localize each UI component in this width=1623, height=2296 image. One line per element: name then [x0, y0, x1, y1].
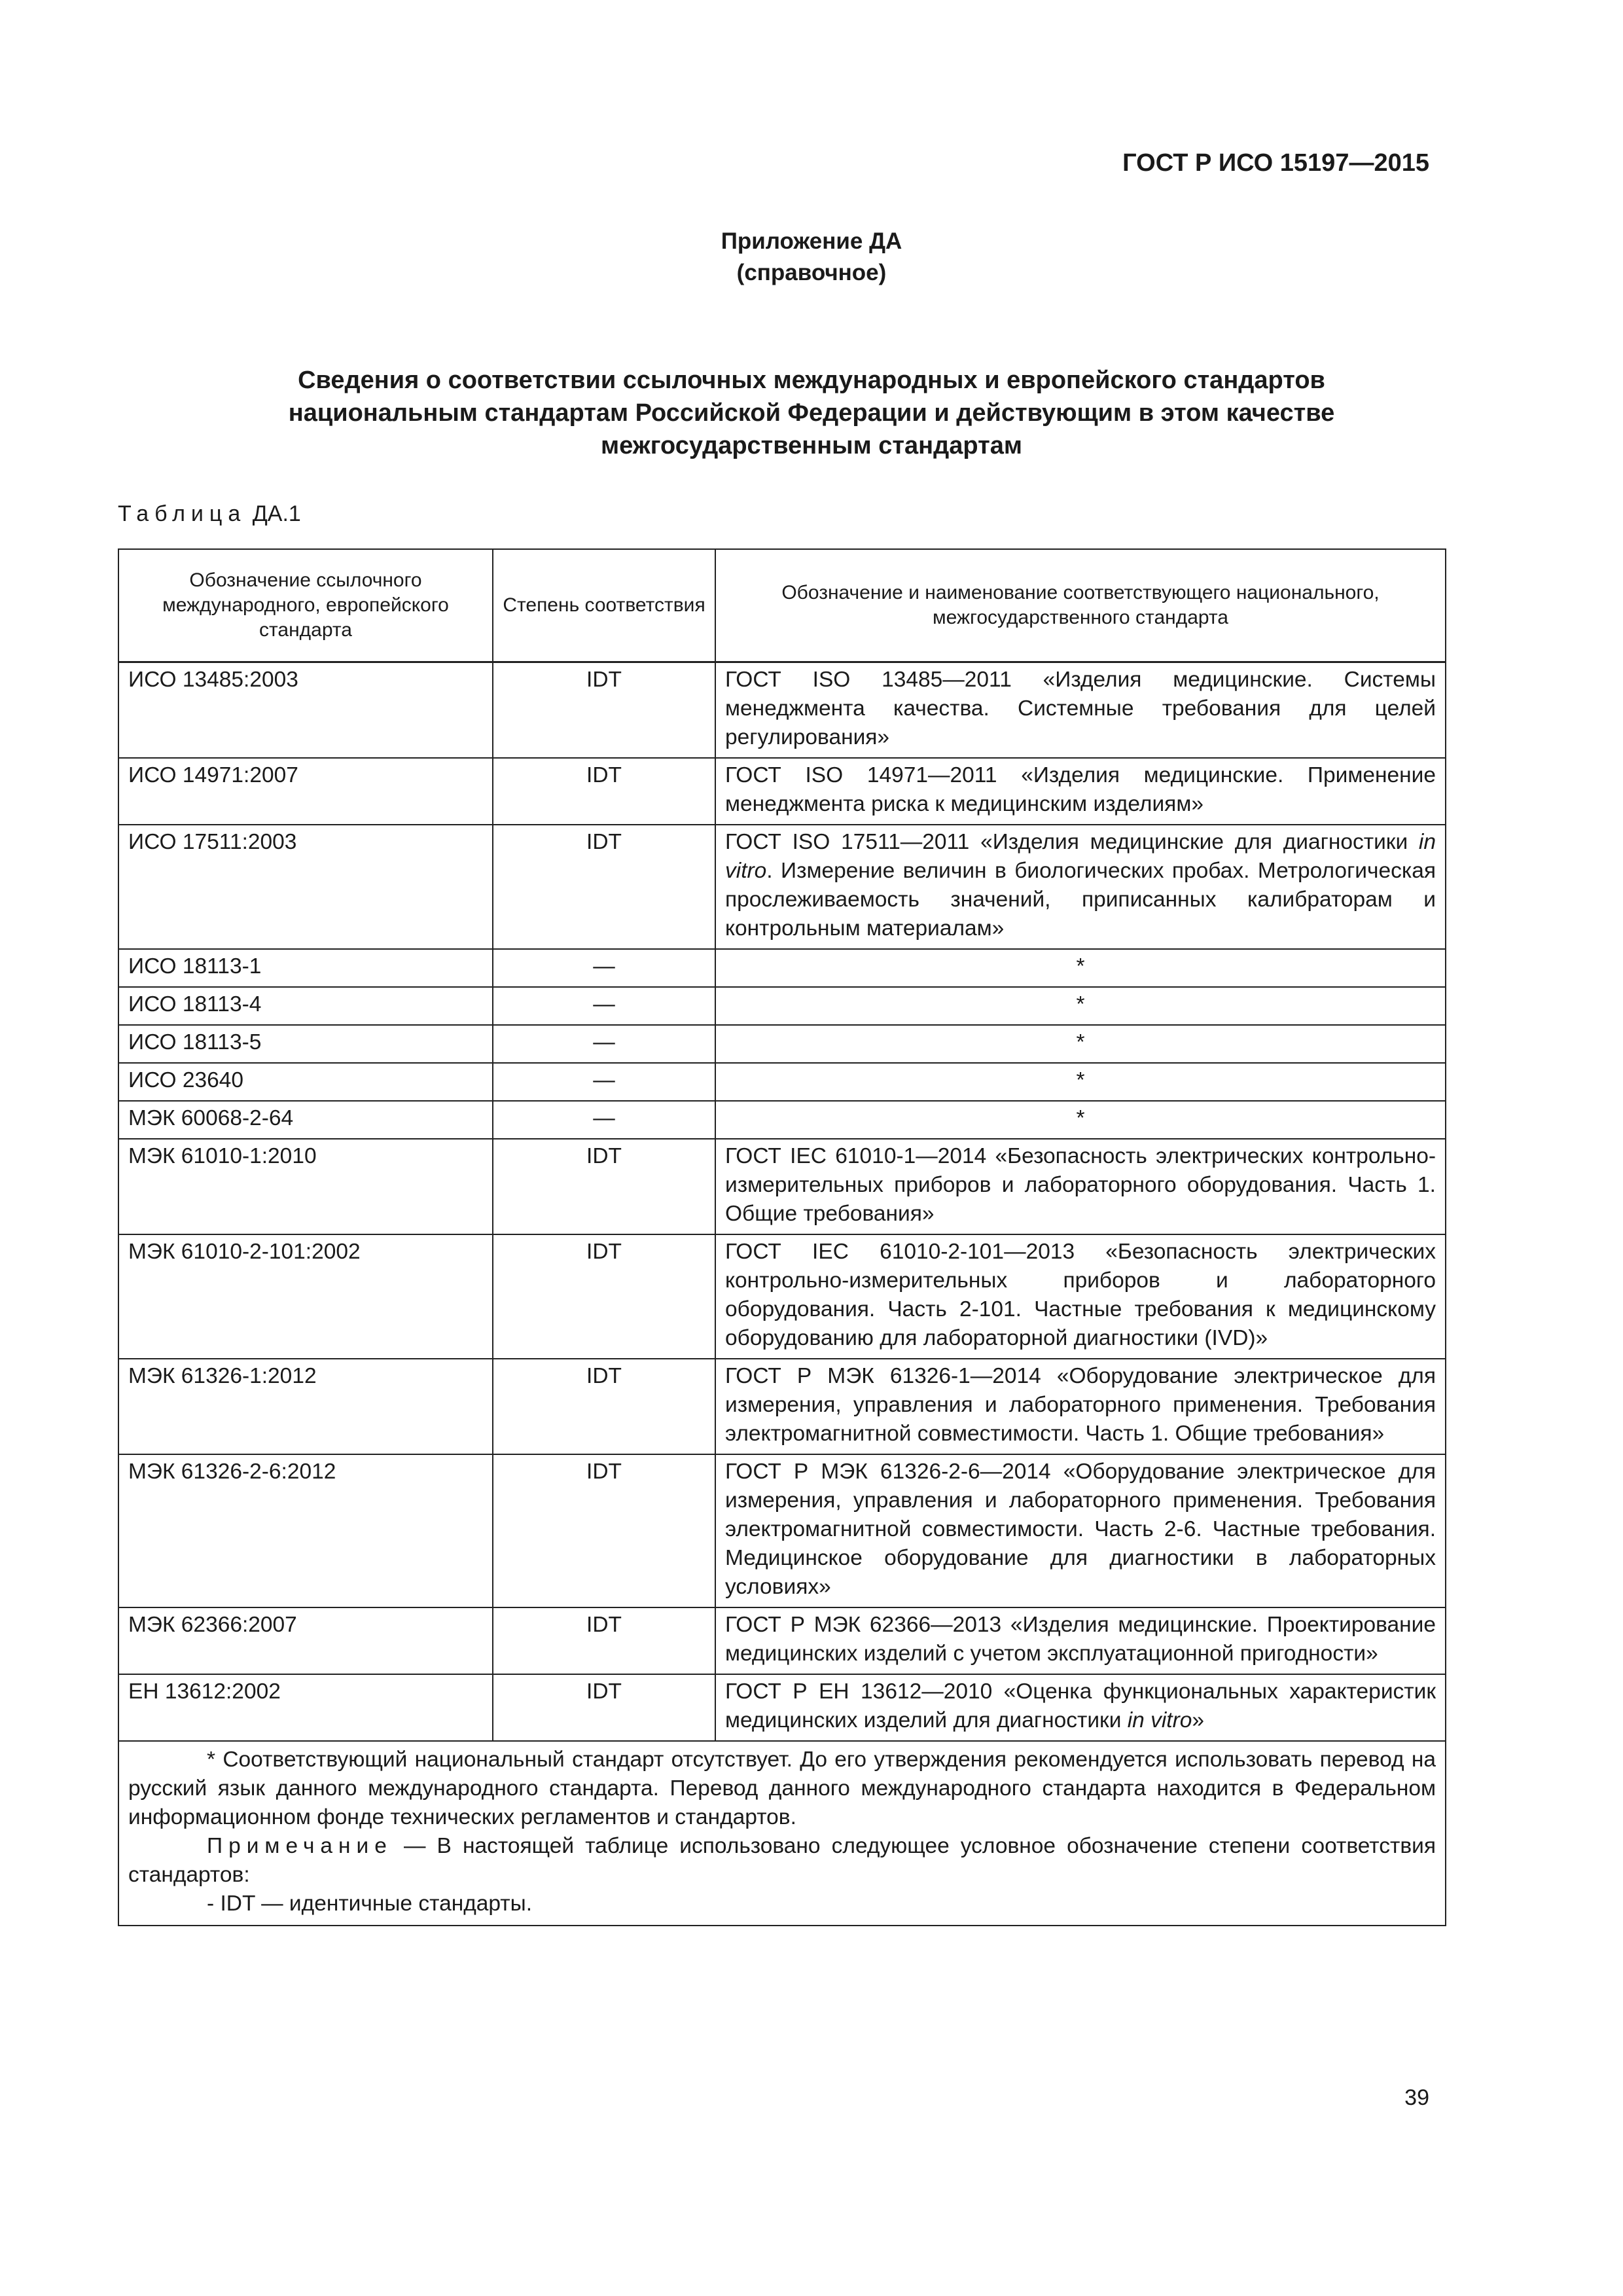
cell-ref: ИСО 13485:2003 — [118, 662, 493, 759]
cell-ref: ЕН 13612:2002 — [118, 1674, 493, 1741]
table-row — [118, 1359, 1446, 1454]
cell-degree: IDT — [493, 825, 715, 949]
table-row — [118, 1139, 1446, 1234]
cell-degree: IDT — [493, 758, 715, 825]
national-text-italic: in vitro — [1127, 1708, 1192, 1732]
header-degree: Степень соответствия — [493, 549, 715, 662]
table-header-row — [118, 549, 1446, 662]
cell-national: ГОСТ IEC 61010-1—2014 «Безопасность электрических контрольно-измерительных приборов и лабораторного оборудования. Часть 1. Общие требования» — [715, 1139, 1446, 1234]
table-row — [118, 949, 1446, 987]
table-row — [118, 758, 1446, 825]
cell-degree: IDT — [493, 1359, 715, 1454]
cell-degree: — — [493, 1025, 715, 1063]
cell-national: ГОСТ Р МЭК 61326-1—2014 «Оборудование электрическое для измерения, управления и лабораторного применения. Требования электромагнитной совместимости. Часть 1. Общие требования» — [715, 1359, 1446, 1454]
cell-degree: — — [493, 987, 715, 1025]
table-caption — [118, 501, 301, 527]
table-row — [118, 1063, 1446, 1101]
table-row — [118, 1101, 1446, 1139]
table-caption-number: ДА.1 — [252, 501, 301, 526]
national-text-italic: in vitro — [725, 830, 1436, 883]
title-line-3: межгосударственным стандартам — [601, 432, 1022, 459]
table-row — [118, 1674, 1446, 1741]
table-row — [118, 1607, 1446, 1674]
cell-ref: ИСО 18113-1 — [118, 949, 493, 987]
cell-ref: ИСО 17511:2003 — [118, 825, 493, 949]
annex-title: Приложение ДА — [721, 228, 902, 254]
cell-degree: — — [493, 1063, 715, 1101]
cell-national: * — [715, 1101, 1446, 1139]
cell-degree: — — [493, 1101, 715, 1139]
page-number: 39 — [1404, 2085, 1429, 2110]
cell-ref: ИСО 18113-5 — [118, 1025, 493, 1063]
table-row — [118, 1234, 1446, 1359]
table-row — [118, 662, 1446, 759]
cell-national: * — [715, 1025, 1446, 1063]
cell-ref: ИСО 18113-4 — [118, 987, 493, 1025]
cell-national — [715, 825, 1446, 949]
cell-national: ГОСТ ISO 14971—2011 «Изделия медицинские. Применение менеджмента риска к медицинским изделиям» — [715, 758, 1446, 825]
annex-heading — [0, 226, 1623, 289]
document-code: ГОСТ Р ИСО 15197—2015 — [1122, 149, 1429, 177]
table-note — [128, 1832, 1436, 1890]
cell-ref: МЭК 62366:2007 — [118, 1607, 493, 1674]
national-text-pre: ГОСТ Р ЕН 13612—2010 «Оценка функциональных характеристик медицинских изделий для диагностики — [725, 1679, 1436, 1732]
cell-ref: МЭК 61010-1:2010 — [118, 1139, 493, 1234]
title-line-2: национальным стандартам Российской Федерации и действующим в этом качестве — [288, 399, 1335, 427]
table-notes — [118, 1741, 1446, 1926]
standards-table — [118, 548, 1446, 1926]
note-item: - IDT — идентичные стандарты. — [207, 1892, 533, 1916]
cell-national: ГОСТ Р МЭК 62366—2013 «Изделия медицинские. Проектирование медицинских изделий с учетом эксплуатационной пригодности» — [715, 1607, 1446, 1674]
table-caption-word: Таблица — [118, 501, 247, 526]
table-row — [118, 1454, 1446, 1607]
document-title — [170, 364, 1453, 462]
table-notes-row — [118, 1741, 1446, 1926]
cell-ref: ИСО 14971:2007 — [118, 758, 493, 825]
national-text-post: . Измерение величин в биологических пробах. Метрологическая прослеживаемость значений, приписанных калибраторам и контрольным материалам» — [725, 859, 1436, 941]
cell-degree: — — [493, 949, 715, 987]
national-text-post: » — [1192, 1708, 1205, 1732]
cell-degree: IDT — [493, 1674, 715, 1741]
header-national-standard: Обозначение и наименование соответствующего национального, межгосударственного стандарта — [715, 549, 1446, 662]
header-ref-standard: Обозначение ссылочного международного, европейского стандарта — [118, 549, 493, 662]
cell-degree: IDT — [493, 1607, 715, 1674]
title-line-1: Сведения о соответствии ссылочных международных и европейского стандартов — [298, 367, 1325, 394]
table-footnote: * Соответствующий национальный стандарт отсутствует. До его утверждения рекомендуется использовать перевод на русский язык данного международного стандарта. Перевод данного международного стандарта находится в Федеральном информационном фонде технических регламентов и стандартов. — [128, 1748, 1436, 1829]
cell-national: ГОСТ IEC 61010-2-101—2013 «Безопасность электрических контрольно-измерительных приборов и лабораторного оборудования. Часть 2-101. Частные требования к медицинскому оборудованию для лабораторной диагностики (IVD)» — [715, 1234, 1446, 1359]
cell-ref: МЭК 61010-2-101:2002 — [118, 1234, 493, 1359]
cell-national: * — [715, 949, 1446, 987]
table-row — [118, 1025, 1446, 1063]
cell-ref: МЭК 60068-2-64 — [118, 1101, 493, 1139]
table-row — [118, 987, 1446, 1025]
cell-degree: IDT — [493, 1139, 715, 1234]
cell-degree: IDT — [493, 662, 715, 759]
cell-ref: МЭК 61326-1:2012 — [118, 1359, 493, 1454]
cell-national: ГОСТ ISO 13485—2011 «Изделия медицинские. Системы менеджмента качества. Системные требования для целей регулирования» — [715, 662, 1446, 759]
table-row — [118, 825, 1446, 949]
cell-national — [715, 1674, 1446, 1741]
national-text-pre: ГОСТ ISO 17511—2011 «Изделия медицинские для диагностики — [725, 830, 1419, 854]
cell-national: * — [715, 987, 1446, 1025]
note-text: — В настоящей таблице использовано следующее условное обозначение степени соответствия стандартов: — [128, 1834, 1436, 1887]
cell-ref: МЭК 61326-2-6:2012 — [118, 1454, 493, 1607]
note-word: Примечание — [207, 1834, 393, 1858]
annex-subtitle: (справочное) — [736, 260, 887, 285]
cell-national: * — [715, 1063, 1446, 1101]
cell-degree: IDT — [493, 1454, 715, 1607]
cell-national: ГОСТ Р МЭК 61326-2-6—2014 «Оборудование электрическое для измерения, управления и лабораторного применения. Требования электромагнитной совместимости. Часть 2-6. Частные требования. Медицинское оборудование для диагностики в лабораторных условиях» — [715, 1454, 1446, 1607]
cell-ref: ИСО 23640 — [118, 1063, 493, 1101]
cell-degree: IDT — [493, 1234, 715, 1359]
